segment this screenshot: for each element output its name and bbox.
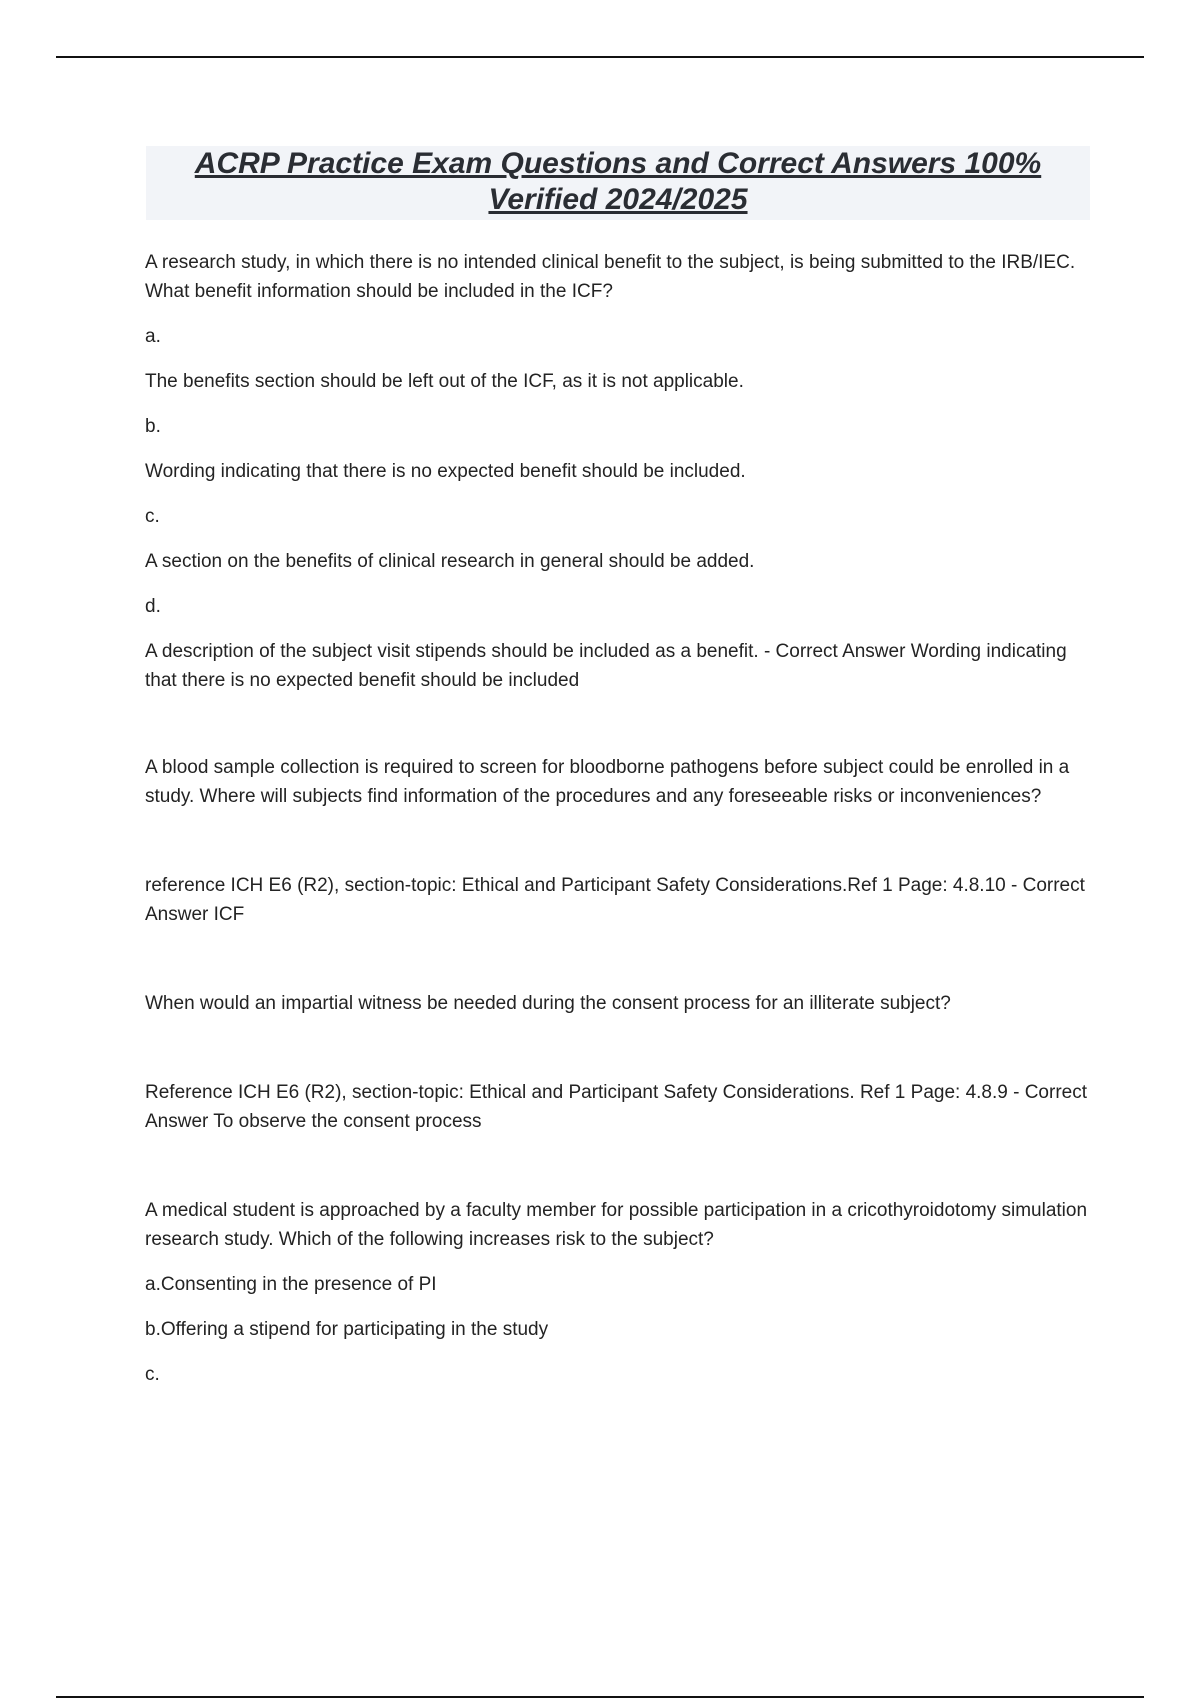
question-4-option-a: a.Consenting in the presence of PI — [145, 1274, 437, 1295]
bottom-rule — [56, 1696, 1144, 1698]
question-1-option-b-text: Wording indicating that there is no expected benefit should be included. — [145, 461, 746, 482]
question-2-text: A blood sample collection is required to screen for bloodborne pathogens before subject could be enrolled in a study. Where will subjects find information of the procedures and any foreseeable risks or inconveniences? — [145, 757, 1070, 807]
question-2-answer: reference ICH E6 (R2), section-topic: Ethical and Participant Safety Considerations.Ref 1 Page: 4.8.10 - Correct Answer ICF — [145, 875, 1085, 925]
top-rule — [56, 56, 1144, 58]
document-title — [146, 146, 1090, 220]
title-line-1: ACRP Practice Exam Questions and Correct Answers 100% — [194, 147, 1042, 180]
question-1-option-a-text: The benefits section should be left out of the ICF, as it is not applicable. — [145, 371, 744, 392]
question-1-option-d-text: A description of the subject visit stipends should be included as a benefit. - Correct Answer Wording indicating that there is no expected benefit should be included — [145, 641, 1067, 691]
question-3-answer: Reference ICH E6 (R2), section-topic: Ethical and Participant Safety Considerations. Ref 1 Page: 4.8.9 - Correct Answer To observe the consent process — [145, 1082, 1088, 1132]
question-1-option-c-letter: c. — [145, 506, 160, 527]
question-1-option-b-letter: b. — [145, 416, 161, 437]
question-1-option-c-text: A section on the benefits of clinical research in general should be added. — [145, 551, 755, 572]
document-body — [145, 248, 1095, 1389]
question-4-text: A medical student is approached by a faculty member for possible participation in a cricothyroidotomy simulation research study. Which of the following increases risk to the subject? — [145, 1200, 1088, 1250]
question-1-text: A research study, in which there is no intended clinical benefit to the subject, is being submitted to the IRB/IEC. What benefit information should be included in the ICF? — [145, 252, 1076, 302]
title-line-2: Verified 2024/2025 — [488, 183, 748, 216]
question-4-option-b: b.Offering a stipend for participating in the study — [145, 1319, 549, 1340]
question-1-option-a-letter: a. — [145, 326, 161, 347]
question-3-text: When would an impartial witness be needed during the consent process for an illiterate subject? — [145, 993, 951, 1014]
question-1-option-d-letter: d. — [145, 596, 161, 617]
question-4-option-c: c. — [145, 1364, 160, 1385]
